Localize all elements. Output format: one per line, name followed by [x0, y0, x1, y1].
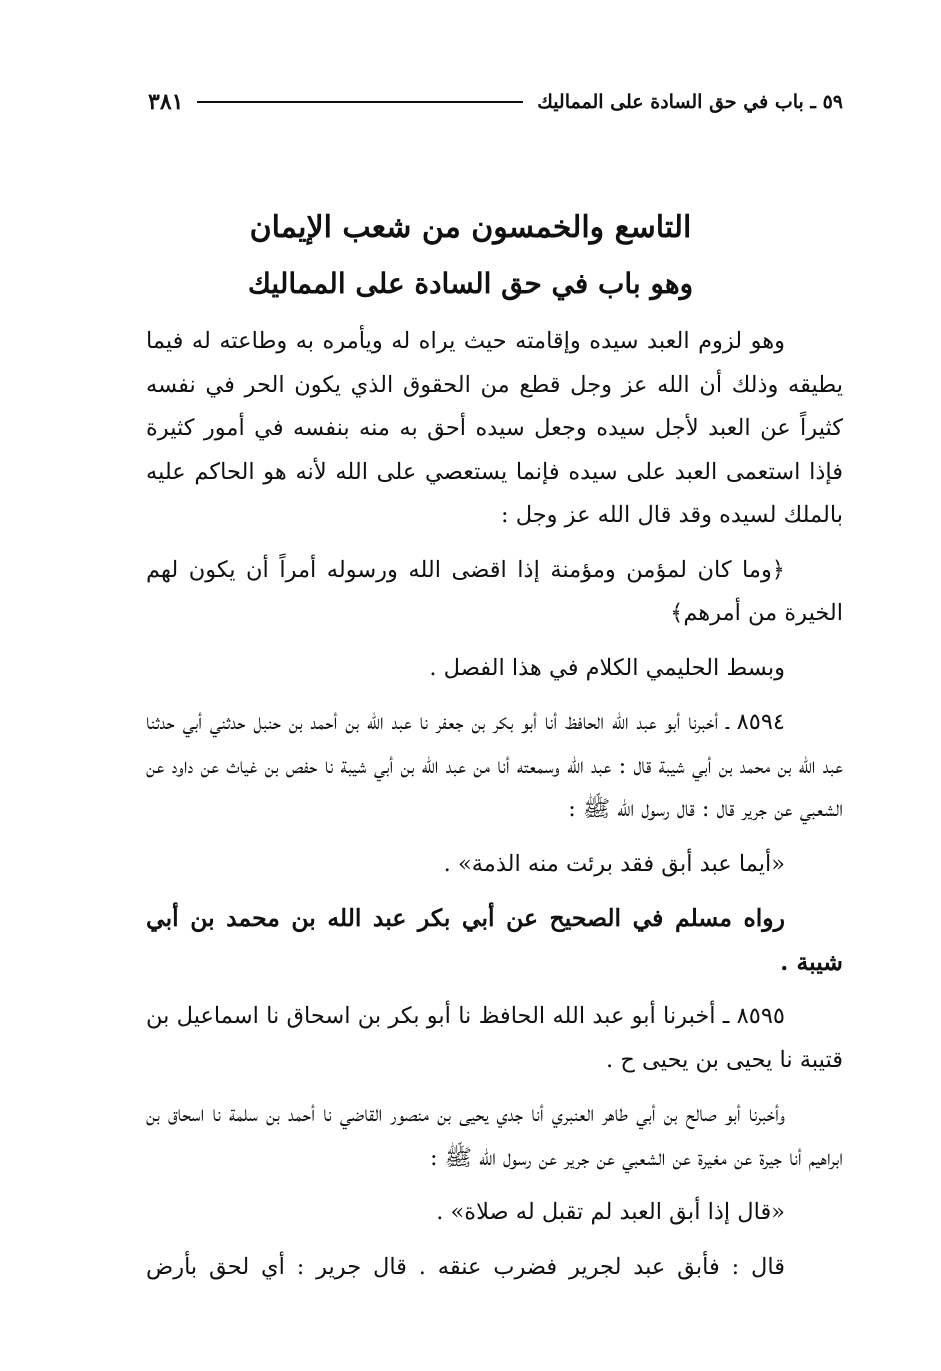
hadith-8594-isnad: ٨٥٩٤ ـ أخبرنا أبو عبد الله الحافظ أنا أبو بكر بن جعفر نا عبد الله بن أحمد بن حنبل حدثني أبي حدثنا عبد الله بن محمد بن أبي شيبة قال : عبد الله وسمعته أنا من عبد الله بن أبي شيبة نا حفص بن غياث عن داود عن الشعبي عن جرير قال : قال رسول الله ﷺ : [146, 709, 843, 822]
running-header [148, 84, 843, 120]
chapter-title: التاسع والخمسون من شعب الإيمان [249, 210, 692, 245]
chapter-subtitle: وهو باب في حق السادة على المماليك [247, 267, 694, 300]
muslim-attribution: رواه مسلم في الصحيح عن أبي بكر عبد الله بن محمد بن أبي شيبة . [146, 904, 843, 976]
page-number: ٣٨١ [148, 89, 184, 115]
hadith-8595-matn: «قال إذا أبق العبد لم تقبل له صلاة» . [436, 1199, 785, 1225]
jarir-report: قال : فأبق عبد لجرير فضرب عنقه . قال جرير : أي لحق بأرض [146, 1253, 785, 1280]
body-text [146, 320, 843, 1289]
intro-paragraph: وهو لزوم العبد سيده وإقامته حيث يراه له ويأمره به وطاعته له فيما يطيقه وذلك أن الله عز وجل قطع من الحقوق الذي يكون الحر في نفسه كثيراً عن العبد لأجل سيده وجعل سيده أحق به منه بنفسه في أمور كثيرة فإذا استعمى العبد على سيده فإنما يستعصي على الله لأنه هو الحاكم عليه بالملك لسيده وقد قال الله عز وجل : [146, 328, 843, 528]
running-header-title: ٥٩ ـ باب في حق السادة على المماليك [537, 91, 843, 113]
header-rule [197, 101, 523, 103]
halimi-note: وبسط الحليمي الكلام في هذا الفصل . [429, 654, 785, 681]
quran-verse: ﴿وما كان لمؤمن ومؤمنة إذا اقضى الله ورسوله أمراً أن يكون لهم الخيرة من أمرهم﴾ [146, 556, 843, 626]
hadith-8595-isnad: ٨٥٩٥ ـ أخبرنا أبو عبد الله الحافظ نا أبو بكر بن اسحاق نا اسماعيل بن قتيبة نا يحيى بن يحيى ح . [146, 1003, 843, 1073]
hadith-8594-matn: «أيما عبد أبق فقد برئت منه الذمة» . [443, 850, 785, 877]
second-chain: وأخبرنا أبو صالح بن أبي طاهر العنبري أنا جدي يحيى بن منصور القاضي نا أحمد بن سلمة نا اسحاق بن ابراهيم أنا جيرة عن مغيرة عن الشعبي عن جرير عن رسول الله ﷺ : [146, 1101, 843, 1171]
